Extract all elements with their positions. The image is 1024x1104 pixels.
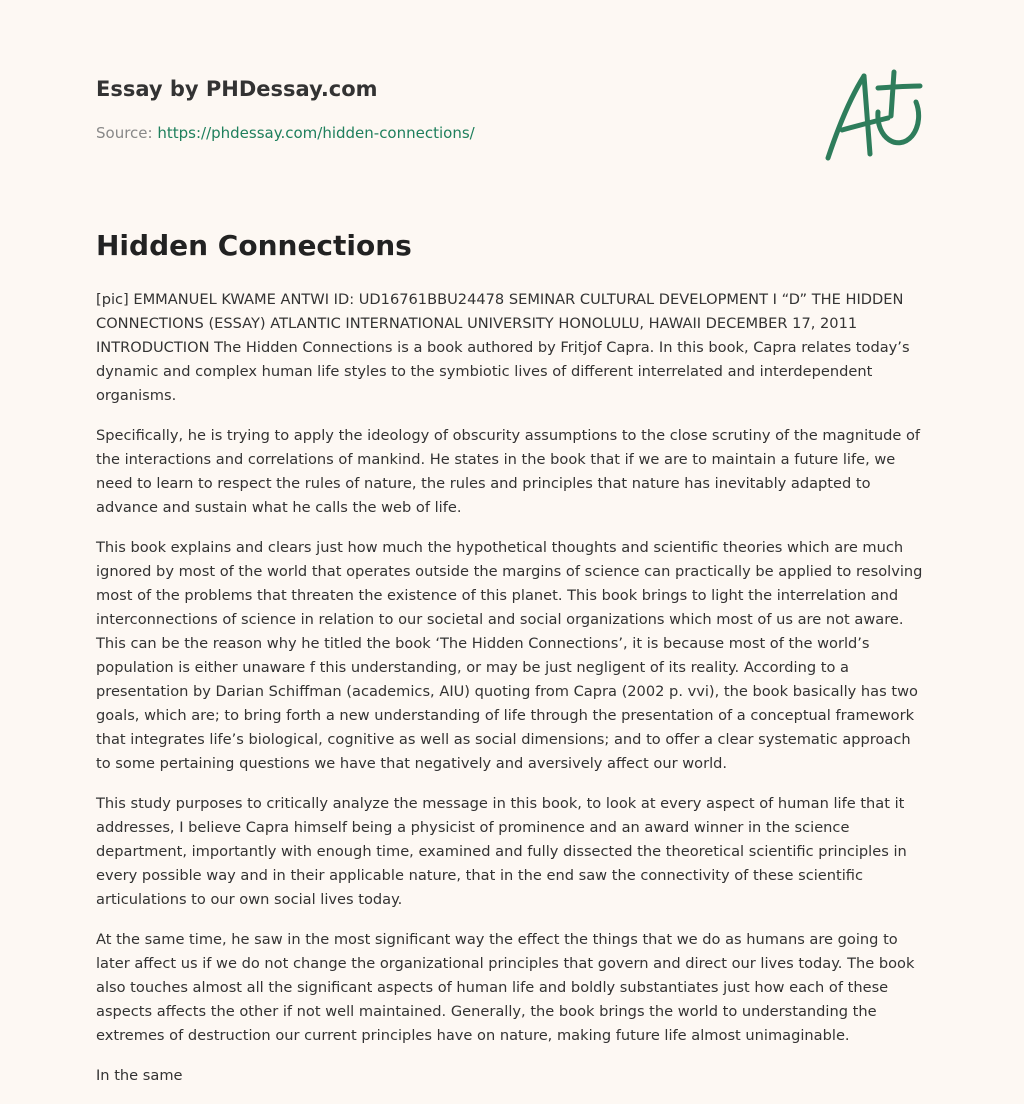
essay-paragraph: [pic] EMMANUEL KWAME ANTWI ID: UD16761BBU24478 SEMINAR CULTURAL DEVELOPMENT I “D” THE HIDDEN CONNECTIONS (ESSAY) ATLANTIC INTERNATIONAL UNIVERSITY HONOLULU, HAWAII DECEMBER 17, 2011 INTRODUCTION The Hidden Connections is a book authored by Fritjof Capra. In this book, Capra relates today’s dynamic and complex human life styles to the symbiotic lives of different interrelated and interdependent organisms.: [96, 291, 910, 404]
source-link[interactable]: https://phdessay.com/hidden-connections/: [157, 124, 475, 142]
essay-paragraph: Specifically, he is trying to apply the ideology of obscurity assumptions to the close scrutiny of the magnitude of the interactions and correlations of mankind. He states in the book that if we are to maintain a future life, we need to learn to respect the rules of nature, the rules and principles that nature has inevitably adapted to advance and sustain what he calls the web of life.: [96, 427, 921, 516]
essay-paragraph: This book explains and clears just how much the hypothetical thoughts and scientific theories which are much ignored by most of the world that operates outside the margins of science can practically be applied to resolving most of the problems that threaten the existence of this planet. This book brings to light the interrelation and interconnections of science in relation to our societal and social organizations which most of us are not aware. This can be the reason why he titled the book ‘The Hidden Connections’, it is because most of the world’s population is either unaware f this understanding, or may be just negligent of its reality. According to a presentation by Darian Schiffman (academics, AIU) quoting from Capra (2002 p. vvi), the book basically has two goals, which are; to bring forth a new understanding of life through the presentation of a conceptual framework that integrates life’s biological, cognitive as well as social dimensions; and to offer a clear systematic approach to some pertaining questions we have that negatively and aversively affect our world.: [96, 539, 923, 772]
source-line: [96, 122, 696, 144]
essay-content: [96, 222, 928, 1104]
essay-title: Hidden Connections: [96, 229, 412, 262]
essay-paragraph: At the same time, he saw in the most significant way the effect the things that we do as humans are going to later affect us if we do not change the organizational principles that govern and direct our lives today. The book also touches almost all the significant aspects of human life and boldly substantiates just how each of these aspects affects the other if not well maintained. Generally, the book brings the world to understanding the extremes of destruction our current principles have on nature, making future life almost unimaginable.: [96, 931, 915, 1044]
essay-paragraph: This study purposes to critically analyze the message in this book, to look at every aspect of human life that it addresses, I believe Capra himself being a physicist of prominence and an award winner in the science department, importantly with enough time, examined and fully dissected the theoretical scientific principles in every possible way and in their applicable nature, that in the end saw the connectivity of these scientific articulations to our own social lives today.: [96, 795, 907, 908]
brand-title: Essay by PHDessay.com: [96, 77, 378, 101]
a-plus-logo-svg: [820, 66, 930, 166]
a-plus-icon: [820, 66, 930, 166]
essay-header: [96, 72, 696, 144]
essay-paragraph: In the same: [96, 1067, 183, 1084]
source-label: Source:: [96, 124, 153, 142]
